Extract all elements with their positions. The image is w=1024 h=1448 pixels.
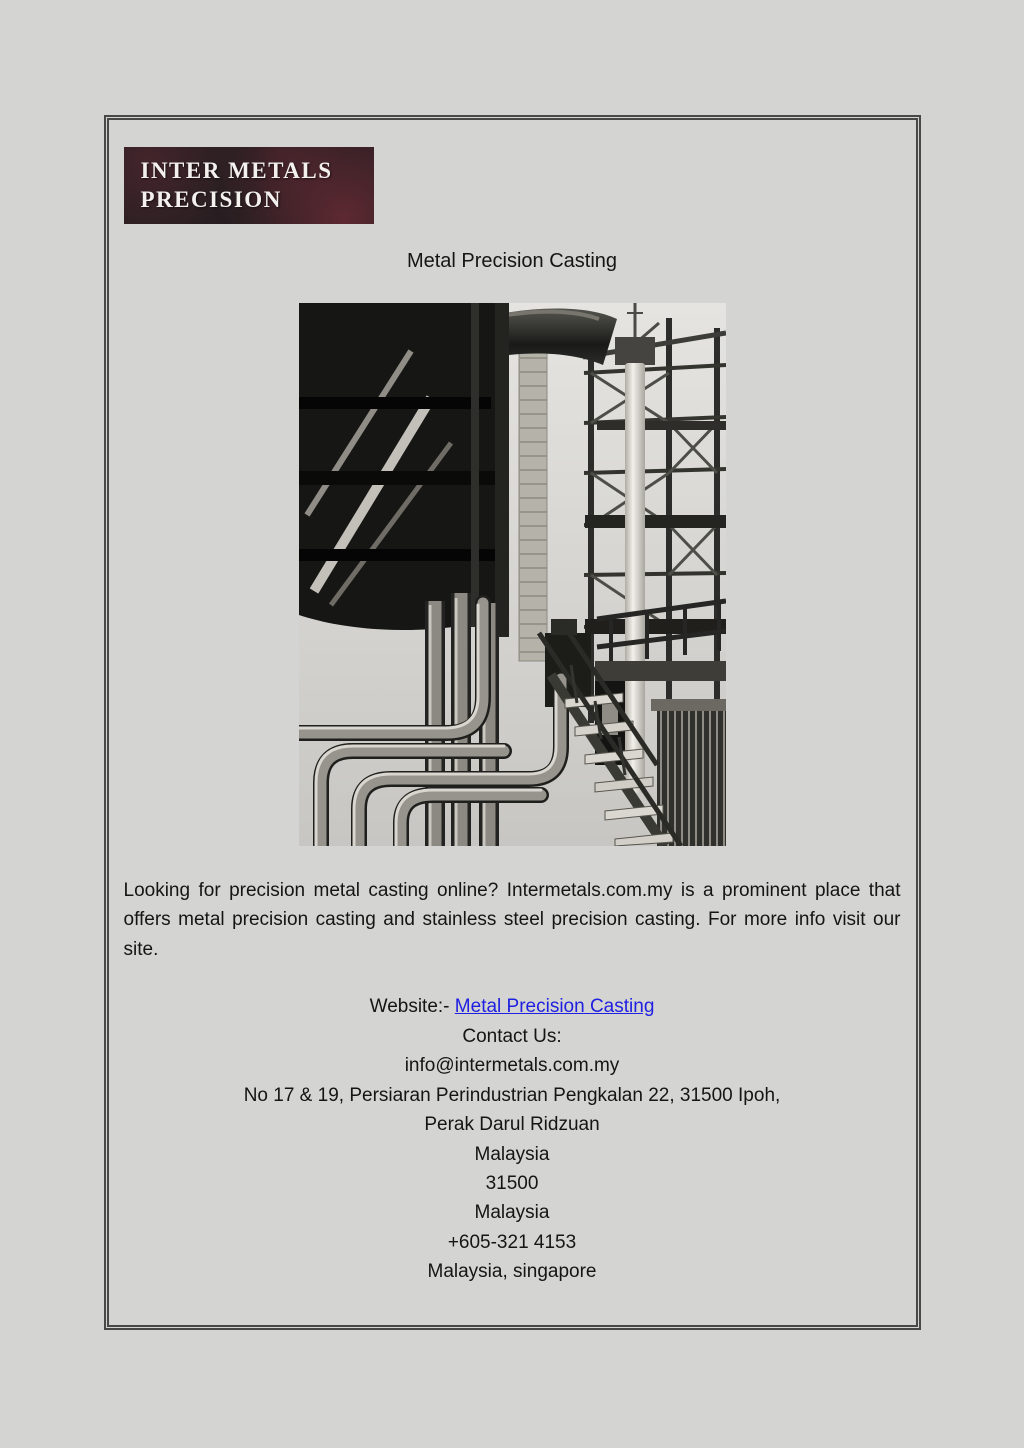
contact-block (119, 992, 906, 1286)
address-state-line: Perak Darul Ridzuan (424, 1114, 600, 1136)
industrial-plant-photo (299, 303, 726, 846)
address-country-line: Malaysia (474, 1143, 550, 1165)
address-street-line: No 17 & 19, Persiaran Perindustrian Pengkalan 22, 31500 Ipoh, (243, 1084, 781, 1106)
page-title: Metal Precision Casting (406, 250, 618, 272)
company-logo (124, 147, 374, 224)
contact-email: info@intermetals.com.my (404, 1055, 620, 1077)
page-background (0, 115, 1024, 1448)
document-sheet (104, 115, 921, 1330)
phone-number-line: +605-321 4153 (447, 1231, 577, 1253)
logo-text-line1: INTER METALS (140, 158, 333, 184)
address-postcode-line: 31500 (485, 1172, 539, 1194)
document-content (109, 120, 916, 1287)
contact-us-heading: Contact Us: (462, 1025, 562, 1047)
logo-text-line2: PRECISION (140, 186, 282, 212)
address-country-line-2: Malaysia (474, 1202, 550, 1224)
website-line (119, 992, 906, 1021)
service-regions-line: Malaysia, singapore (427, 1261, 597, 1283)
website-link[interactable]: Metal Precision Casting (454, 996, 655, 1018)
website-label: Website:- (369, 996, 455, 1018)
intro-paragraph: Looking for precision metal casting online? Intermetals.com.my is a prominent place that offers metal precision casting and stainless steel precision casting. For more info visit our site. (123, 880, 901, 960)
